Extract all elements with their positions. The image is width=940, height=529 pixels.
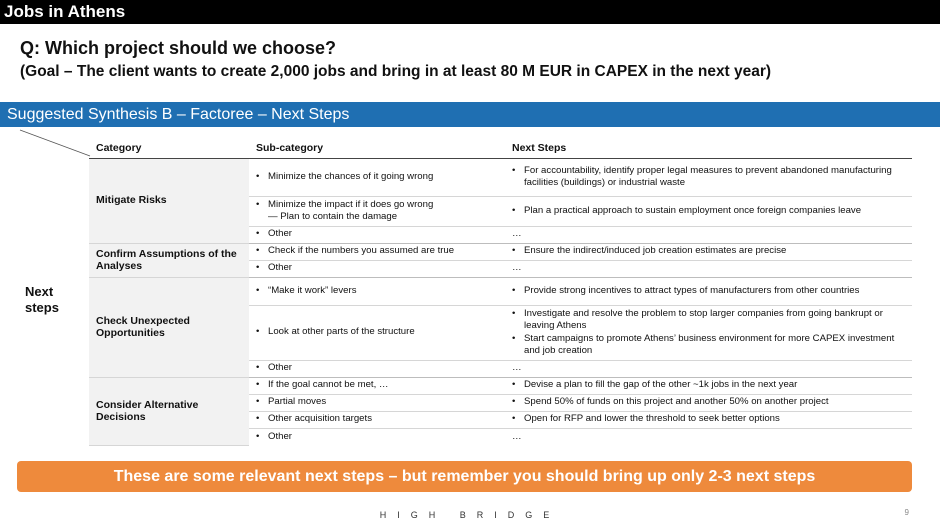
subcategory-cell: • Other acquisition targets [249, 411, 505, 428]
subcategory-cell: • Other [249, 260, 505, 277]
next-steps-cell: • Spend 50% of funds on this project and another 50% on another project [505, 394, 912, 411]
subcategory-detail: — Plan to contain the damage [268, 211, 398, 222]
table-row [89, 243, 912, 260]
footer-brand-logo: HIGH BRIDGE [379, 510, 561, 520]
next-steps-cell: • Provide strong incentives to attract types of manufacturers from other countries [505, 277, 912, 305]
table-header-row [89, 138, 912, 158]
table-row [89, 277, 912, 305]
subcategory-cell: • Look at other parts of the structure [249, 305, 505, 360]
header-subcategory: Sub-category [249, 138, 505, 158]
goal-text: (Goal – The client wants to create 2,000 jobs and bring in at least 80 M EUR in CAPEX in the next year) [20, 63, 772, 80]
subcategory-cell: • If the goal cannot be met, … [249, 377, 505, 394]
subcategory-cell: • Partial moves [249, 394, 505, 411]
subcategory-cell: • “Make it work” levers [249, 277, 505, 305]
subcategory-cell: • Check if the numbers you assumed are true [249, 243, 505, 260]
next-steps-cell: • Devise a plan to fill the gap of the other ~1k jobs in the next year [505, 377, 912, 394]
next-steps-cell: … [505, 360, 912, 377]
next-steps-table [89, 138, 912, 446]
question-text: Q: Which project should we choose? [20, 38, 337, 58]
next-steps-cell: • Ensure the indirect/induced job creation estimates are precise [505, 243, 912, 260]
category-cell: Check Unexpected Opportunities [89, 277, 249, 377]
page-header-title: Jobs in Athens [0, 0, 940, 24]
subcategory-cell: • Other [249, 360, 505, 377]
next-steps-cell: • Plan a practical approach to sustain employment once foreign companies leave [505, 196, 912, 226]
category-cell: Confirm Assumptions of the Analyses [89, 243, 249, 277]
next-steps-side-label: Next steps [25, 284, 59, 315]
reminder-banner: These are some relevant next steps – but remember you should bring up only 2-3 next steps [17, 461, 912, 492]
next-steps-cell: • Investigate and resolve the problem to stop larger companies from going bankrupt or leaving Athens • Start campaigns to promote Athens’ business environment for more CAPEX investment and job creation [505, 305, 912, 360]
category-cell: Mitigate Risks [89, 158, 249, 243]
category-cell: Consider Alternative Decisions [89, 377, 249, 445]
next-steps-cell: • For accountability, identify proper legal measures to prevent abandoned manufacturing facilities (buildings) or industrial waste [505, 158, 912, 196]
header-next-steps: Next Steps [505, 138, 912, 158]
subcategory-cell: • Other [256, 430, 292, 442]
next-steps-cell: … [505, 226, 912, 243]
header-diagonal-line [0, 128, 92, 158]
subcategory-cell: • Other [249, 226, 505, 243]
table-row [89, 158, 912, 196]
next-steps-cell: • Open for RFP and lower the threshold to seek better options [505, 411, 912, 428]
section-title: Suggested Synthesis B – Factoree – Next Steps [0, 102, 940, 127]
next-steps-cell: … [505, 260, 912, 277]
subcategory-cell: • Minimize the impact if it does go wrong — Plan to contain the damage [249, 196, 505, 226]
table-row [89, 377, 912, 394]
header-category: Category [89, 138, 249, 158]
next-steps-cell: … [512, 430, 522, 442]
page-number: 9 [904, 508, 909, 517]
subcategory-cell: • Minimize the chances of it going wrong [249, 158, 505, 196]
